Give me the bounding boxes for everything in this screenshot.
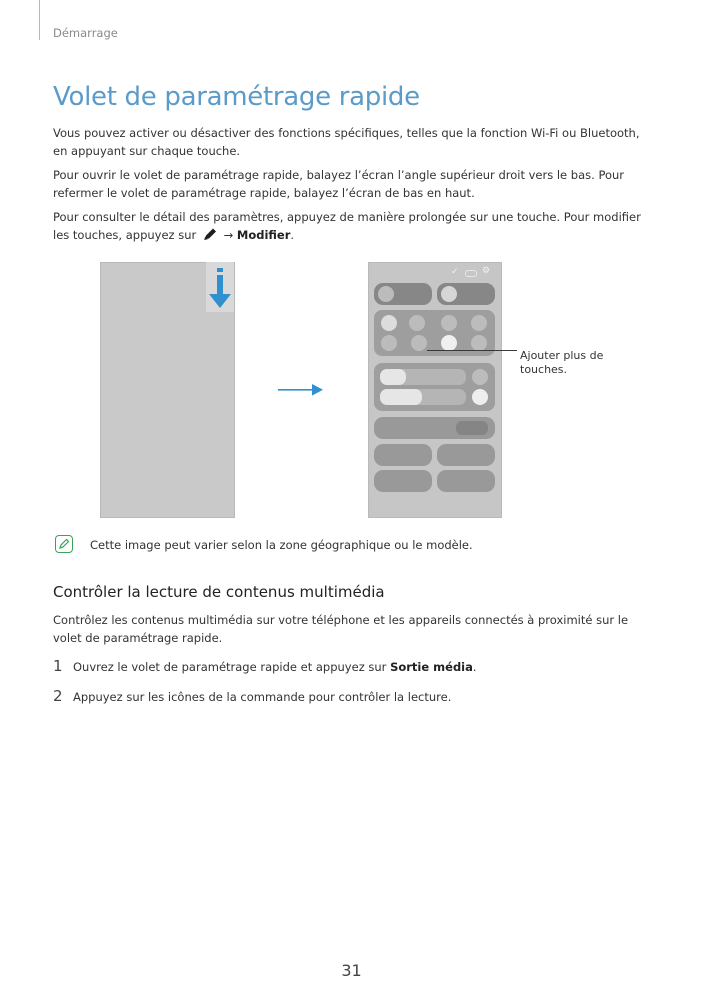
battery-icon	[381, 335, 397, 351]
note-icon	[55, 535, 73, 553]
callout-line	[427, 350, 517, 351]
section-heading: Contrôler la lecture de contenus multimédia	[53, 583, 385, 601]
intro-paragraph-2: Pour ouvrir le volet de paramétrage rapide, balayez l’écran l’angle supérieur droit vers le bas. Pour refermer le volet de paramétrage rapide, balayez l’écran de bas en haut.	[53, 168, 625, 200]
flashlight-icon	[441, 315, 457, 331]
modifier-label: Modifier	[236, 228, 291, 242]
cast-icon	[471, 335, 487, 351]
device-tile-2	[437, 444, 495, 466]
device-tile-3	[374, 470, 432, 492]
intro-paragraph-3-text: Pour consulter le détail des paramètres, appuyez de manière prolongée sur une touche. Pour modifier les touches, appuyez sur	[53, 210, 641, 242]
step-2-number: 2	[53, 687, 63, 705]
intro-paragraph-1: Vous pouvez activer ou désactiver des fonctions spécifiques, telles que la fonction Wi-Fi ou Bluetooth, en appuyant sur chaque touche.	[53, 126, 640, 158]
data-icon	[471, 315, 487, 331]
volume-icon	[472, 389, 488, 405]
callout-label: Ajouter plus de touches.	[520, 349, 604, 376]
tile-button	[381, 315, 397, 331]
step-2-text: Appuyez sur les icônes de la commande pour contrôler la lecture.	[73, 690, 452, 704]
edit-check-icon: ✓	[451, 267, 459, 277]
device-tile-1	[374, 444, 432, 466]
right-arrow-icon	[278, 382, 324, 401]
intro-paragraph-3-end: .	[290, 228, 295, 242]
airplane-icon	[409, 315, 425, 331]
volume-fill	[380, 389, 422, 405]
intro-paragraph-3	[53, 208, 653, 246]
step-1-text	[73, 660, 477, 674]
step-1-text-before: Ouvrez le volet de paramétrage rapide et appuyez sur	[73, 660, 387, 674]
note-text: Cette image peut varier selon la zone géographique ou le modèle.	[90, 538, 473, 552]
page-title: Volet de paramétrage rapide	[53, 82, 420, 112]
pencil-icon	[202, 227, 218, 246]
settings-icon: ⚙	[482, 266, 491, 276]
bluetooth-icon	[441, 286, 457, 302]
media-output-button	[456, 421, 488, 435]
page-number: 31	[341, 961, 362, 980]
swipe-down-arrow-icon	[207, 266, 233, 316]
step-1-number: 1	[53, 657, 63, 675]
breadcrumb: Démarrage	[53, 26, 118, 40]
media-output-label: Sortie média	[390, 660, 473, 674]
lock-icon	[411, 335, 427, 351]
search-icon	[465, 270, 477, 277]
arrow-glyph: →	[223, 228, 234, 242]
section-intro: Contrôlez les contenus multimédia sur votre téléphone et les appareils connectés à proximité sur le volet de paramétrage rapide.	[53, 613, 629, 645]
wifi-icon	[378, 286, 394, 302]
brightness-fill	[380, 369, 406, 385]
night-mode-icon	[472, 369, 488, 385]
location-icon	[441, 335, 457, 351]
margin-rule	[39, 0, 40, 40]
step-1-text-after: .	[472, 660, 477, 674]
device-tile-4	[437, 470, 495, 492]
